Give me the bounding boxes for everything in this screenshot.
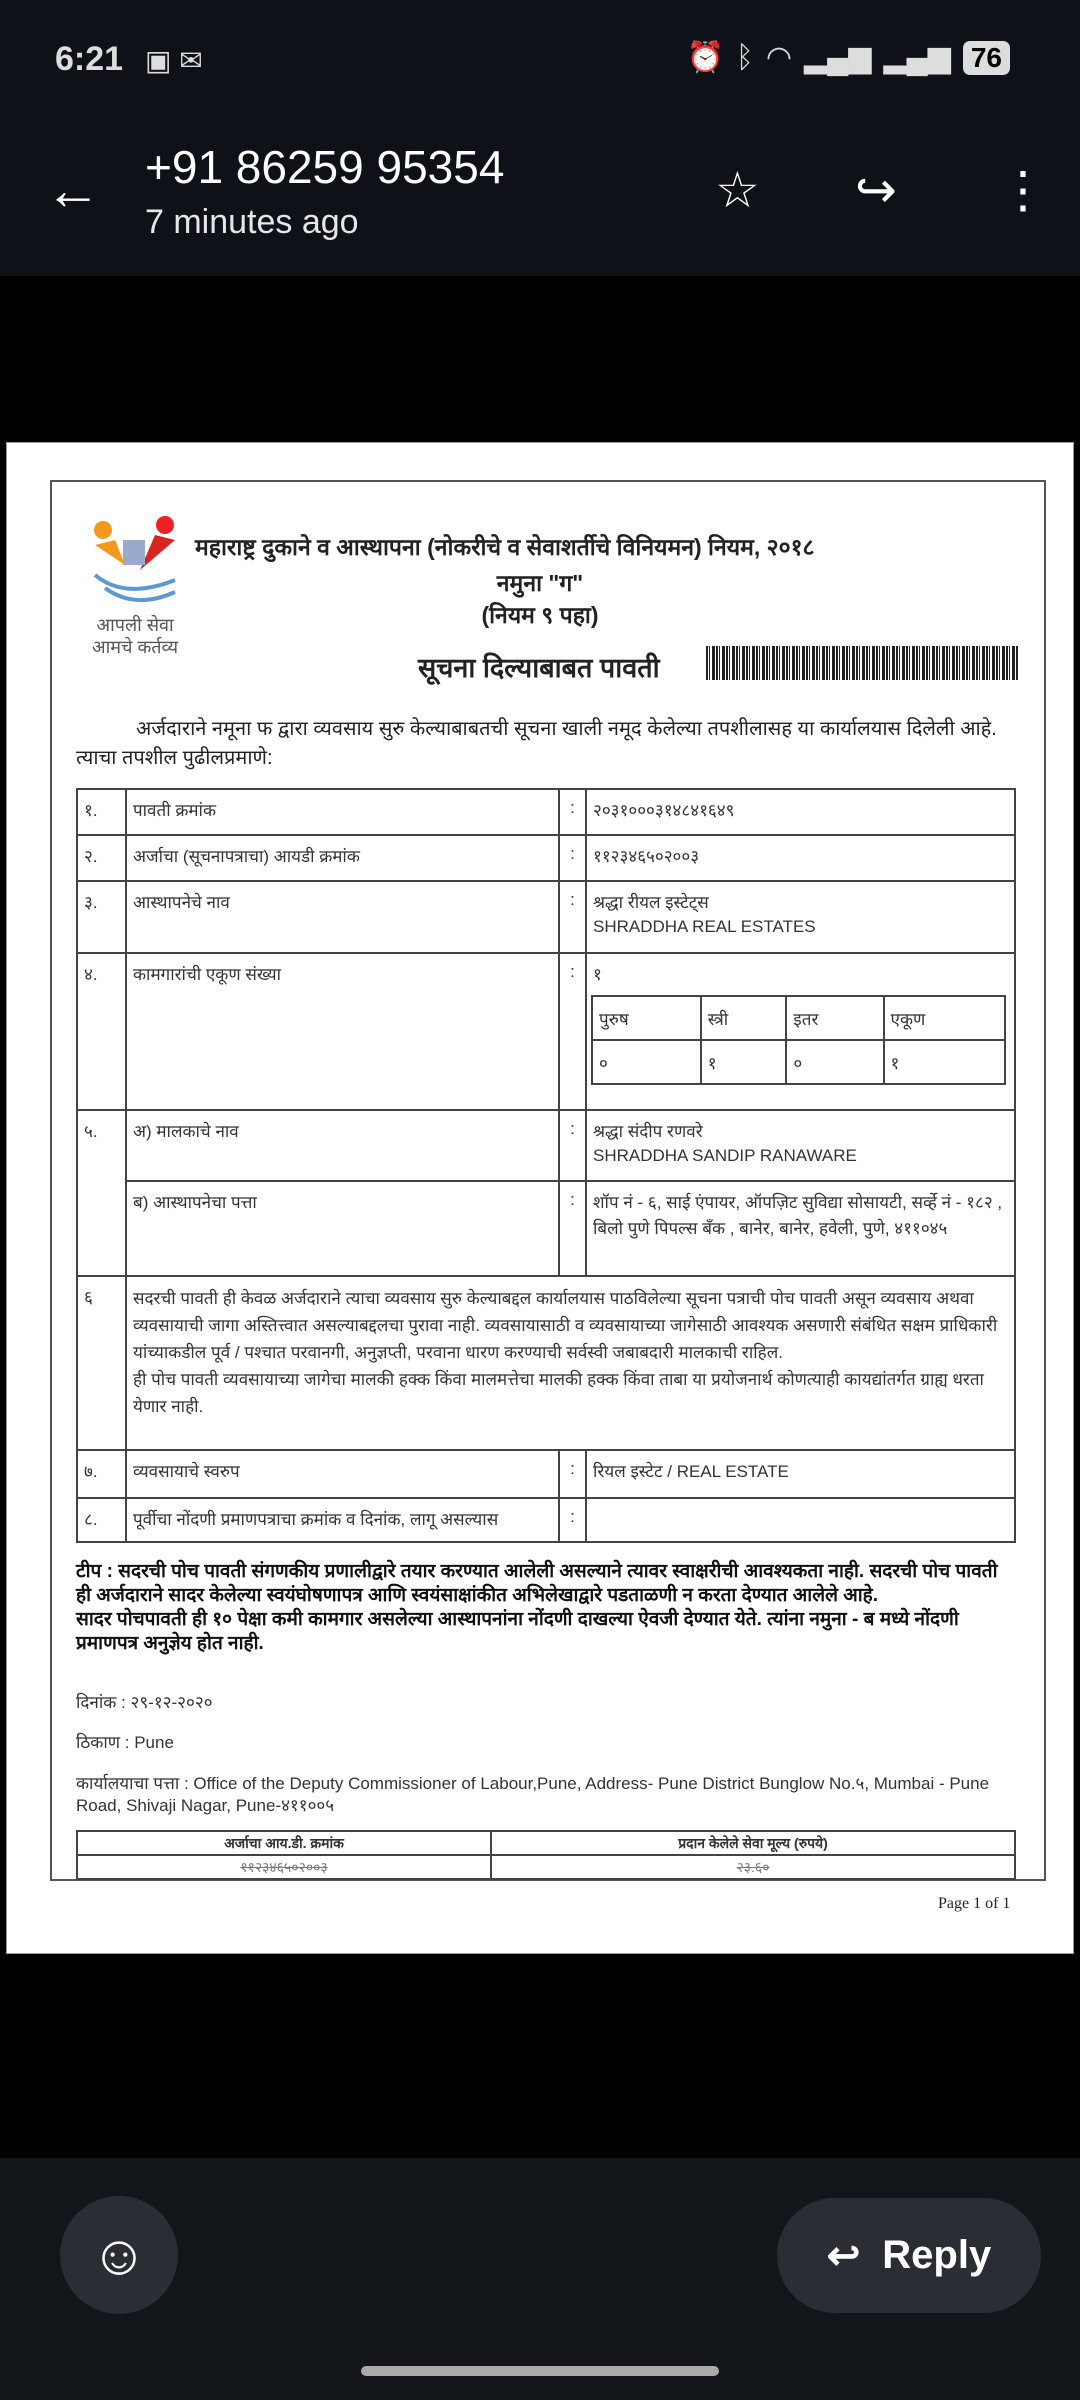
note bbox=[76, 1560, 1016, 1656]
emoji-add-icon: ☺ bbox=[90, 2223, 148, 2286]
colon: : bbox=[559, 881, 586, 953]
status-icons bbox=[686, 40, 1010, 75]
row-number: ७. bbox=[77, 1450, 126, 1498]
reaction-button[interactable] bbox=[60, 2196, 178, 2314]
row-number: ३. bbox=[77, 881, 126, 953]
reply-button[interactable] bbox=[777, 2198, 1041, 2313]
row-label: ब) आस्थापनेचा पत्ता bbox=[126, 1181, 559, 1276]
row-number: ६ bbox=[77, 1276, 126, 1450]
row-label: पूर्वीचा नोंदणी प्रमाणपत्राचा क्रमांक व दिनांक, लागू असल्यास bbox=[126, 1498, 559, 1542]
table-row bbox=[77, 789, 1015, 835]
value-english: SHRADDHA REAL ESTATES bbox=[593, 917, 816, 936]
fee-table bbox=[76, 1830, 1016, 1880]
row-value: ११२३४६५०२००३ bbox=[586, 835, 1015, 881]
colon: : bbox=[559, 1498, 586, 1542]
row-number: २. bbox=[77, 835, 126, 881]
value-english: SHRADDHA SANDIP RANAWARE bbox=[593, 1146, 857, 1165]
col-header: प्रदान केलेले सेवा मूल्य (रुपये) bbox=[491, 1831, 1015, 1855]
row-label: आस्थापनेचे नाव bbox=[126, 881, 559, 953]
note-text: सादर पोचपावती ही १० पेक्षा कमी कामगार असलेल्या आस्थापनांना नोंदणी दाखल्या ऐवजी देण्यात येते. त्यांना नमुना - ब मध्ये नोंदणी प्रमाणपत्र अनुज्ञेय होत नाही. bbox=[76, 1609, 959, 1654]
table-row bbox=[77, 881, 1015, 953]
rule-reference: (नियम ९ पहा) bbox=[481, 602, 599, 628]
status-time: 6:21 bbox=[55, 40, 124, 78]
value-marathi: श्रद्धा रीयल इस्टेट्स bbox=[593, 893, 709, 912]
colon: : bbox=[559, 1181, 586, 1276]
signal-icon: ▂▄▆ bbox=[883, 41, 951, 74]
logo-text: आमचे कर्तव्य bbox=[91, 637, 179, 657]
col-header: पुरुष bbox=[592, 996, 701, 1040]
back-button[interactable]: ← bbox=[45, 158, 101, 221]
colon: : bbox=[559, 1110, 586, 1181]
fee-amount: २३.६० bbox=[491, 1855, 1015, 1879]
row-number: ८. bbox=[77, 1498, 126, 1542]
table-row bbox=[77, 1450, 1015, 1498]
row-label: व्यवसायाचे स्वरुप bbox=[126, 1450, 559, 1498]
place: ठिकाण : Pune bbox=[76, 1733, 174, 1752]
signal-icon: ▂▄▆ bbox=[804, 41, 872, 74]
colon: : bbox=[559, 789, 586, 835]
row-value: शॉप नं - ६, साई एंपायर, ऑपज़िट सुविद्या सोसायटी, सर्व्हे नं - १८२ , बिलो पुणे पिपल्स बँक , बानेर, बानेर, हवेली, पुणे, ४११०४५ bbox=[586, 1181, 1015, 1276]
reply-label: Reply bbox=[882, 2233, 992, 2277]
document-title: महाराष्ट्र दुकाने व आस्थापना (नोकरीचे व सेवाशर्तीचे विनियमन) नियम, २०१८ bbox=[195, 534, 815, 560]
row-number: १. bbox=[77, 789, 126, 835]
workers-breakdown-table bbox=[591, 995, 1006, 1085]
colon: : bbox=[559, 953, 586, 1110]
forward-button[interactable]: ↪ bbox=[855, 162, 897, 218]
cell: ० bbox=[786, 1040, 883, 1084]
table-row bbox=[77, 1276, 1015, 1450]
row-value bbox=[586, 1498, 1015, 1542]
home-indicator[interactable] bbox=[361, 2366, 719, 2376]
date: दिनांक : २९-१२-२०२० bbox=[76, 1693, 213, 1712]
table-row bbox=[77, 1181, 1015, 1276]
notification-icons bbox=[145, 44, 203, 77]
col-header: इतर bbox=[786, 996, 883, 1040]
reply-icon: ↩ bbox=[826, 2233, 861, 2278]
note-text: टीप : सदरची पोच पावती संगणकीय प्रणालीद्वारे तयार करण्यात आलेली असल्याने त्यावर स्वाक्षरीची आवश्यकता नाही. सदरची पोच पावती ही अर्जदाराने सादर केलेल्या स्वयंघोषणापत्र आणि स्वयंसाक्षांकीत अभिलेखाद्वारे पडताळणी न करता देण्यात आलेले आहे. bbox=[76, 1561, 998, 1606]
table-row bbox=[77, 835, 1015, 881]
intro-paragraph: अर्जदाराने नमूना फ द्वारा व्यवसाय सुरु केल्याबाबतची सूचना खाली नमूद केलेल्या तपशीलासह या कार्यालयास दिलेली आहे. त्याचा तपशील पुढीलप्रमाणे: bbox=[76, 718, 997, 769]
outlook-icon: ✉ bbox=[179, 45, 203, 76]
battery-indicator: 76 bbox=[963, 41, 1010, 75]
col-header: अर्जाचा आय.डी. क्रमांक bbox=[77, 1831, 491, 1855]
page-number: Page 1 of 1 bbox=[938, 1895, 1011, 1912]
cell: १ bbox=[884, 1040, 1005, 1084]
row-label: पावती क्रमांक bbox=[126, 789, 559, 835]
more-options-button[interactable]: ⋮ bbox=[998, 162, 1048, 218]
row-value: २०३१०००३१४८४१६४९ bbox=[586, 789, 1015, 835]
office-address: कार्यालयाचा पत्ता : Office of the Deputy Commissioner of Labour,Pune, Address- Pune District Bunglow No.५, Mumbai - Pune Road, Shivaji Nagar, Pune-४११००५ bbox=[76, 1774, 990, 1815]
row-label: कामगारांची एकूण संख्या bbox=[126, 953, 559, 1110]
row-number: ४. bbox=[77, 953, 126, 1110]
row-value bbox=[586, 1110, 1015, 1181]
table-row bbox=[77, 1498, 1015, 1542]
row-value bbox=[586, 953, 1015, 1110]
colon: : bbox=[559, 1450, 586, 1498]
cell: ० bbox=[592, 1040, 701, 1084]
disclaimer-cell bbox=[126, 1276, 1015, 1450]
value-marathi: श्रद्धा संदीप रणवरे bbox=[593, 1122, 703, 1141]
cell: १ bbox=[701, 1040, 787, 1084]
row-value bbox=[586, 881, 1015, 953]
application-id: ११२३४६५०२००३ bbox=[77, 1855, 491, 1879]
sent-time: 7 minutes ago bbox=[145, 203, 359, 241]
sender-name: +91 86259 95354 bbox=[145, 141, 505, 193]
document-heading: सूचना दिल्याबाबत पावती bbox=[418, 653, 660, 683]
row-label: अर्जाचा (सूचनापत्राचा) आयडी क्रमांक bbox=[126, 835, 559, 881]
col-header: स्त्री bbox=[701, 996, 787, 1040]
table-row bbox=[77, 1110, 1015, 1181]
worker-total: १ bbox=[593, 965, 602, 984]
table-row bbox=[77, 953, 1015, 1110]
row-label: अ) मालकाचे नाव bbox=[126, 1110, 559, 1181]
teams-icon: ▣ bbox=[145, 45, 172, 76]
logo-text: आपली सेवा bbox=[96, 615, 174, 635]
colon: : bbox=[559, 835, 586, 881]
row-number: ५. bbox=[77, 1110, 126, 1276]
disclaimer-text: ही पोच पावती व्यवसायाच्या जागेचा मालकी हक्क किंवा मालमत्तेचा मालकी हक्क किंवा ताबा या प्रयोजनार्थ कोणत्याही कायद्यांतर्गत ग्राह्य धरता येणार नाही. bbox=[133, 1370, 984, 1416]
row-value: रियल इस्टेट / REAL ESTATE bbox=[586, 1450, 1015, 1498]
top-bar bbox=[0, 0, 1080, 276]
star-button[interactable]: ☆ bbox=[715, 162, 760, 218]
details-table bbox=[76, 788, 1016, 1543]
disclaimer-text: सदरची पावती ही केवळ अर्जदाराने त्याचा व्यवसाय सुरु केल्याबद्दल कार्यालयास पाठविलेल्या सूचना पत्राची पोच पावती असून व्यवसाय अथवा व्यवसायाची जागा अस्तित्त्वात असल्याबद्दलचा पुरावा नाही. व्यवसायासाठी व व्यवसायाच्या जागेसाठी आवश्यक असणारी संबंधित सक्षम प्राधिकारी यांच्याकडील पूर्व / पश्चात परवानगी, अनुज्ञप्ती, परवाना धारण करण्याची सर्वस्वी जबाबदारी मालकाची राहिल. bbox=[133, 1289, 998, 1362]
alarm-icon: ⏰ bbox=[686, 41, 724, 74]
col-header: एकूण bbox=[884, 996, 1005, 1040]
barcode bbox=[706, 646, 1018, 680]
wifi-icon: ◠ bbox=[765, 41, 793, 74]
bluetooth-icon: ᛒ bbox=[735, 40, 754, 74]
form-name: नमुना "ग" bbox=[496, 570, 584, 596]
